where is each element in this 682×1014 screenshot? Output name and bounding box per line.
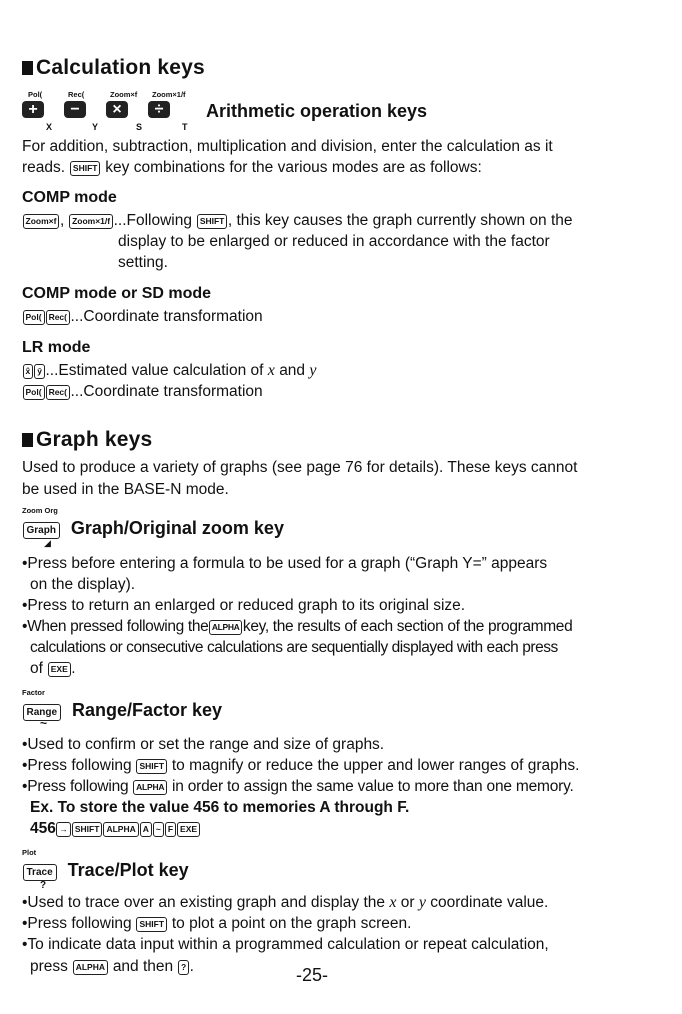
trace-bullet-2: •Press following SHIFT to plot a point on the graph screen. [22, 915, 412, 932]
range-example-title: Ex. To store the value 456 to memories A through F. [30, 799, 410, 816]
comp-mode-title: COMP mode [22, 189, 117, 206]
range-alpha-label: ~ [40, 716, 48, 730]
calc-intro-line-2: reads. SHIFT key combinations for the various modes are as follows: [22, 159, 482, 176]
y-hat-key[interactable]: ŷ [34, 364, 45, 379]
range-bullet-1: •Used to confirm or set the range and size of graphs. [22, 736, 385, 753]
plus-key[interactable]: + [22, 101, 44, 118]
heading-bullet-icon [22, 61, 33, 75]
arith-alpha-label-t: T [182, 122, 188, 132]
range-shift-label: Factor [22, 688, 45, 697]
arith-alpha-label-y: Y [92, 122, 99, 132]
arith-shift-label-zoom1f: Zoom×1/f [152, 90, 186, 99]
arith-shift-label-zoomf: Zoom×f [110, 90, 138, 99]
shift-key[interactable]: SHIFT [197, 214, 228, 229]
graph-bullet-1-line-1: •Press before entering a formula to be used for a graph (“Graph Y=” appears [22, 555, 548, 572]
rec-key[interactable]: Rec( [46, 385, 70, 400]
exe-key[interactable]: EXE [177, 822, 200, 837]
trace-bullet-3-line-2: press ALPHA and then ? . [30, 958, 194, 975]
comp-sd-mode-line: Pol( Rec( ...Coordinate transformation [22, 306, 263, 327]
alpha-key[interactable]: ALPHA [133, 780, 167, 795]
arith-shift-label-rec: Rec( [68, 90, 85, 99]
zoom-1f-key[interactable]: Zoom×1/f [69, 214, 113, 229]
range-key[interactable]: Range [23, 704, 62, 721]
alpha-key[interactable]: ALPHA [103, 822, 138, 837]
arith-alpha-label-x: X [46, 122, 53, 132]
arith-alpha-label-s: S [136, 122, 143, 132]
graph-alpha-label: ◢ [44, 538, 51, 548]
zoom-f-key[interactable]: Zoom×f [23, 214, 60, 229]
trace-shift-label: Plot [22, 848, 37, 857]
f-key[interactable]: F [165, 822, 176, 837]
graph-bullet-3-line-3: of EXE . [30, 660, 76, 677]
graph-shift-label: Zoom Org [22, 506, 58, 515]
alpha-key[interactable]: ALPHA [209, 620, 243, 635]
alpha-key[interactable]: ALPHA [73, 960, 108, 975]
graph-keys-heading: Graph keys [22, 428, 152, 452]
trace-alpha-label: ? [40, 880, 47, 891]
graph-intro-line-1: Used to produce a variety of graphs (see page 76 for details). These keys cannot [22, 459, 578, 476]
trace-key[interactable]: Trace [23, 864, 57, 881]
shift-key[interactable]: SHIFT [70, 161, 101, 176]
comp-sd-mode-title: COMP mode or SD mode [22, 285, 212, 302]
comp-mode-line-1: Zoom×f , Zoom×1/f ...Following SHIFT , this key causes the graph currently shown on the [22, 210, 573, 231]
graph-bullet-3-line-2: calculations or consecutive calculations are sequentially displayed with each press [30, 639, 558, 656]
graph-intro-line-2: be used in the BASE-N mode. [22, 481, 229, 498]
heading-bullet-icon [22, 433, 33, 447]
pol-key[interactable]: Pol( [23, 385, 45, 400]
comp-mode-line-3: setting. [118, 254, 168, 271]
range-key-title: Range/Factor key [72, 700, 223, 720]
multiply-key[interactable]: × [106, 101, 128, 118]
lr-mode-line-1: x̂ ŷ ...Estimated value calculation of x and y [22, 360, 316, 381]
tilde-key[interactable]: ~ [153, 822, 164, 837]
arrow-key[interactable]: → [56, 822, 71, 837]
graph-key-row [22, 518, 284, 539]
range-key-row [22, 700, 222, 721]
calculation-keys-heading: Calculation keys [22, 56, 205, 80]
divide-key[interactable]: ÷ [148, 101, 170, 118]
arith-shift-label-pol: Pol( [28, 90, 43, 99]
comp-mode-line-2: display to be enlarged or reduced in accordance with the factor [118, 233, 550, 250]
arithmetic-keys-row [22, 101, 176, 119]
pol-key[interactable]: Pol( [23, 310, 45, 325]
minus-key[interactable]: − [64, 101, 86, 118]
shift-key[interactable]: SHIFT [136, 759, 167, 774]
lr-mode-title: LR mode [22, 339, 91, 356]
exe-key[interactable]: EXE [48, 662, 71, 677]
graph-key[interactable]: Graph [23, 522, 60, 539]
question-key[interactable]: ? [178, 960, 189, 975]
trace-key-title: Trace/Plot key [67, 860, 189, 880]
range-example-keys: 456 → SHIFT ALPHA A ~ F EXE [30, 818, 201, 839]
graph-bullet-2: •Press to return an enlarged or reduced graph to its original size. [22, 597, 466, 614]
trace-bullet-3-line-1: •To indicate data input within a programmed calculation or repeat calculation, [22, 936, 549, 953]
shift-key[interactable]: SHIFT [72, 822, 103, 837]
rec-key[interactable]: Rec( [46, 310, 70, 325]
arithmetic-keys-title: Arithmetic operation keys [206, 101, 428, 121]
calc-intro-line-1: For addition, subtraction, multiplication and division, enter the calculation as it [22, 138, 553, 155]
graph-bullet-1-line-2: on the display). [30, 576, 136, 593]
x-hat-key[interactable]: x̂ [23, 364, 34, 379]
graph-key-title: Graph/Original zoom key [70, 518, 284, 538]
page-number: -25- [296, 965, 329, 985]
range-bullet-2: •Press following SHIFT to magnify or reduce the upper and lower ranges of graphs. [22, 757, 580, 774]
shift-key[interactable]: SHIFT [136, 917, 167, 932]
lr-mode-line-2: Pol( Rec( ...Coordinate transformation [22, 381, 263, 402]
trace-key-row [22, 860, 189, 881]
range-bullet-3: •Press following ALPHA in order to assign the same value to more than one memory. [22, 778, 574, 795]
graph-bullet-3-line-1: •When pressed following the ALPHA key, the results of each section of the programmed [22, 618, 573, 635]
trace-bullet-1: •Used to trace over an existing graph and display the x or y coordinate value. [22, 894, 549, 911]
a-key[interactable]: A [140, 822, 152, 837]
